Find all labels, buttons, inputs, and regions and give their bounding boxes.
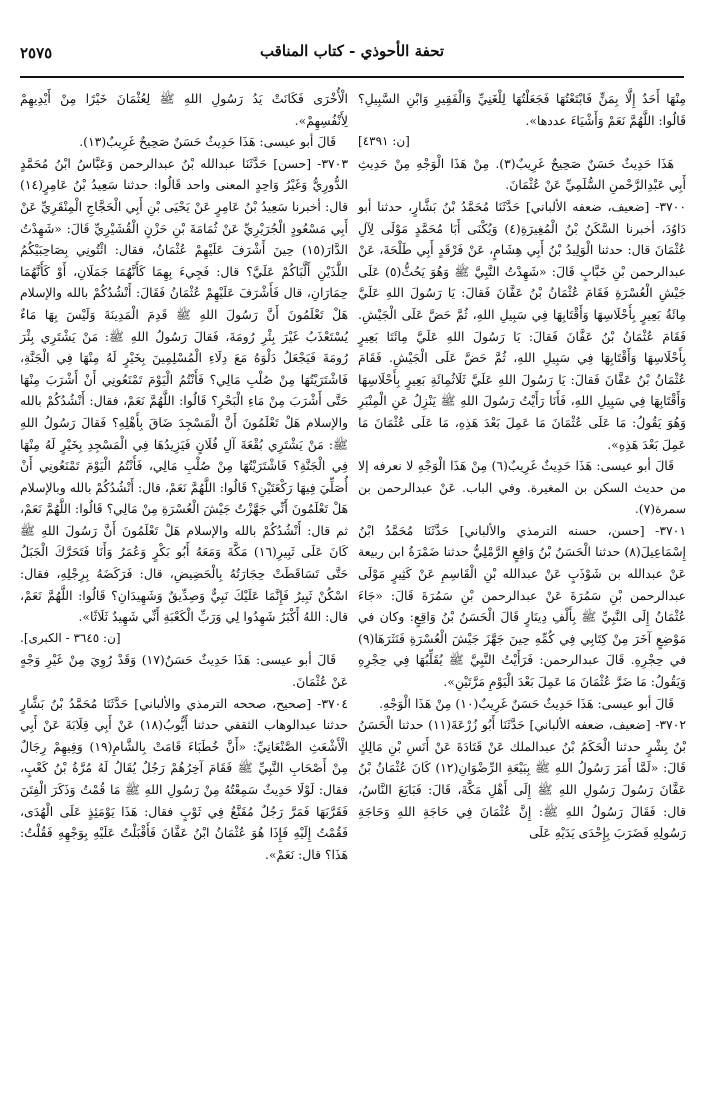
commentary-paragraph: قَالَ أبو عيسى: هَذَا حَدِيثٌ حَسَنٌ غَرِيبٌ(١٠) مِنْ هَذَا الْوَجْهِ. (379, 695, 674, 711)
hadith-paragraph-3704: ٣٧٠٤- [صحيح، صححه الترمذي والألباني] حَدَّثَنَا مُحَمَّدُ بْنُ بَشَّارٍ حدثنا عبدالوهاب الثقفي حدثنا أَيُّوبُ(١٨) عَنْ أَبِي قِلَابَةَ عَنْ أَبِي الْأَشْعَثِ الصَّنْعَانِيِّ: «أَنَّ خُطَبَاءَ قَامَتْ بِالشَّامِ(١٩) وَفِيهِمْ رِجَالٌ مِنْ أَصْحَابِ النَّبِيِّ ﷺ فَقَامَ آخِرُهُمْ رَجُلٌ يُقَالُ لَهُ مُرَّةُ بْنُ كَعْبٍ، فقال: لَوْلَا حَدِيثٌ سَمِعْتُهُ مِنْ رَسُولِ اللهِ ﷺ مَا قُمْتُ وَذَكَرَ الْفِتَنَ فَقَرَّبَهَا فَمَرَّ رَجُلٌ مُقَنَّعٌ فِي ثَوْبٍ فقال: هَذَا يَوْمَئِذٍ عَلَى الْهُدَى، فَقُمْتُ إِلَيْهِ فَإِذَا هُوَ عُثْمَانُ ابْنُ عَفَّانَ فَأَقْبَلْتُ عَلَيْهِ بِوَجْهِهِ فَقُلْتُ: هَذَا؟ قال: نَعَمْ». (20, 695, 348, 862)
reference-note: [ن: ٣٦٤٥ - الكبرى]. (20, 630, 121, 645)
header-rule (20, 76, 684, 78)
commentary-paragraph: هَذَا حَدِيثٌ حَسَنٌ صَحِيحٌ غَرِيبٌ(٣). مِنْ هَذَا الْوَجْهِ مِنْ حَدِيثِ أَبِي عَبْدِالرَّحْمنِ السُّلَمِيِّ عَنْ عُثْمَانَ. (358, 155, 686, 193)
hadith-paragraph-3700: ٣٧٠٠- [ضعيف، ضعفه الألباني] حَدَّثَنَا مُحَمَّدُ بْنُ بَشَّارٍ، حدثنا أبو دَاوُدَ، أخبرنا السَّكَنُ بْنُ الْمُغِيرَةِ(٤) وَيُكْنَى أَبَا مُحَمَّدٍ مَوْلَى لِآلِ عُثْمَانَ قال: حدثنا الْوَلِيدُ بْنُ أَبِي هِشَامٍ، عَنْ فَرْقَدٍ أَبِي طَلْحَةَ، عَنْ عبدالرحمن بْنِ خَبَّابٍ قَالَ: «شَهِدْتُ النَّبِيَّ ﷺ وَهُوَ يَحُثُّ(٥) عَلَى جَيْشِ الْعُسْرَةِ فَقَامَ عُثْمَانُ بْنُ عَفَّانَ فَقالَ: يَا رَسُولَ اللهِ عَلَيَّ مِائَةُ بَعِيرٍ بِأَحْلَاسِهَا وَأَقْتَابِهَا فِي سَبِيلِ اللهِ، ثُمَّ حَضَّ عَلَى الْجَيْشِ. فَقَامَ عُثْمَانُ بْنُ عَفَّانَ فَقالَ: يَا رَسُولَ اللهِ عَلَيَّ مِائَتَا بَعِيرٍ بِأَحْلَاسِهَا وَأَقْتَابِهَا فِي سَبِيلِ اللهِ، ثُمَّ حَضَّ عَلَى الْجَيْشِ. فَقَامَ عُثْمَانُ بْنُ عَفَّانَ فَقالَ: يَا رَسُولَ اللهِ عَلَيَّ ثَلَاثُمِائَةِ بَعِيرٍ بِأَحْلَاسِهَا وَأَقْتَابِهَا فِي سَبِيلِ اللهِ، فَأَنَا رَأَيْتُ رَسُولَ اللهِ ﷺ يَنْزِلُ عَنِ الْمِنْبَرِ وَهُوَ يَقُولُ: مَا عَلَى عُثْمَانَ مَا عَمِلَ بَعْدَ هَذِهِ، مَا عَلَى عُثْمَانَ مَا عَمِلَ بَعْدَ هَذِهِ». (358, 198, 686, 452)
hadith-paragraph-3703: ٣٧٠٣- [حسن] حَدَّثَنَا عبدالله بْنُ عبدالرحمن وَعَبَّاسُ ابْنُ مُحَمَّدٍ الدُّورِيُّ وَغَيْرُ وَاحِدٍ المعنى واحد قَالُوا: حدثنا سَعِيدُ بْنُ عَامِرٍ(١٤) قال: أخبرنا سَعِيدُ بْنُ عَامِرٍ عَنْ يَحْيَى بْنِ أَبِي الْحَجَّاجِ الْمِنْقَرِيِّ عَنْ أَبِي مَسْعُودٍ الْجُرَيْرِيِّ عَنْ ثُمَامَةَ بْنِ حَزْنٍ الْقُشَيْرِيِّ قَالَ: «شَهِدْتُ الدَّارَ(١٥) حِينَ أَشْرَفَ عَلَيْهِمْ عُثْمَانُ، فقال: ائْتُونِي بِصَاحِبَيْكُمُ اللَّذَيْنِ أَلَّبَاكُمْ عَلَيَّ؟ قال: فَجِيءَ بِهِمَا كَأَنَّهُمَا جَمَلَانِ، أَوْ كَأَنَّهُمَا حِمَارَانِ، قال فَأَشْرَفَ عَلَيْهِمْ عُثْمَانُ فَقَالَ: أَنْشُدُكُمْ بالله والإسلام هَلْ تَعْلَمُونَ أَنَّ رَسُولَ اللهِ ﷺ قَدِمَ الْمَدِينَةَ وَلَيْسَ بِهَا مَاءٌ يُسْتَعْذَبُ غَيْرَ بِئْرِ رُومَةَ، فَقالَ رَسُولُ اللهِ ﷺ: مَنْ يَشْتَرِي بِئْرَ رُومَةَ فَيَجْعَلُ دَلْوَهُ مَعَ دِلَاءِ الْمُسْلِمِينَ بِخَيْرٍ لَهُ مِنْهَا فِي الْجَنَّةِ، فَاشْتَرَيْتُهَا مِنْ صُلْبِ مَالِي؟ فَأَنْتُمُ الْيَوْمَ تَمْنَعُونِي أَنْ أَشْرَبَ مِنْهَا حَتَّى أَشْرَبَ مِنْ مَاءِ الْبَحْرِ؟ قَالُوا: اللَّهُمَّ نَعَمْ، فقال: أَنْشُدُكُمْ بالله والإسلام هَلْ تَعْلَمُونَ أَنَّ الْمَسْجِدَ ضَاقَ بِأَهْلِهِ؟ فَقالَ رَسُولُ اللهِ ﷺ: مَنْ يَشْتَرِي بُقْعَةَ آلِ فُلَانٍ فَيَزِيدُهَا فِي الْمَسْجِدِ بِخَيْرٍ لَهُ مِنْهَا فِي الْجَنَّةِ؟ فَاشْتَرَيْتُهَا مِنْ صُلْبِ مَالِي، فَأَنْتُمُ الْيَوْمَ تَمْنَعُونِي أَنْ أُصَلِّيَ فِيهَا رَكْعَتَيْنِ؟ قَالُوا: اللَّهُمَّ نَعَمْ، قال: أَنْشُدُكُمْ بالله وبالإسلام هَلْ تَعْلَمُونَ أَنِّي جَهَّزْتُ جَيْشَ الْعُسْرَةِ مِنْ مَالِي؟ قَالُوا: اللَّهُمَّ نَعَمْ، ثم قال: أَنْشُدُكُمْ بالله والإسلام هَلْ تَعْلَمُونَ أَنَّ رَسُولَ اللهِ ﷺ كَانَ عَلَى ثَبِيرِ(١٦) مَكَّةَ وَمَعَهُ أَبُو بَكْرٍ وَعُمَرُ وَأَنَا فَتَحَرَّكَ الْجَبَلُ حَتَّى تَسَاقَطَتْ حِجَارَتُهُ بِالْحَضِيضِ، قال: فَرَكَضَهُ بِرِجْلِهِ، فقال: اسْكُنْ ثَبِيرُ فَإِنَّمَا عَلَيْكَ نَبِيٌّ وَصِدِّيقٌ وَشَهِيدَانِ؟ قَالُوا: اللَّهُمَّ نَعَمْ، قال: اللهُ أَكْبَرُ شَهِدُوا لِي وَرَبِّ الْكَعْبَةِ أَنِّي شَهِيدٌ ثَلَاثًا». (20, 155, 348, 625)
hadith-continuation: الْأُخْرَى فَكَانَتْ يَدُ رَسُولِ اللهِ ﷺ لِعُثْمَانَ خَيْرًا مِنْ أَيْدِيهِمْ لِأَنْفُسِهِمْ». (20, 91, 348, 128)
page-number: ٢٥٧٥ (20, 44, 53, 62)
reference-note: [ن: ٤٣٩١] (358, 134, 410, 149)
right-column (358, 88, 686, 844)
commentary-paragraph: قَالَ أبو عيسى: هَذَا حَدِيثٌ حَسَنٌ(١٧) وَقَدْ رُوِيَ مِنْ غَيْرِ وَجْهٍ عَنْ عُثْمَانَ. (20, 652, 348, 690)
commentary-paragraph: قَالَ أبو عيسى: هَذَا حَدِيثٌ غَرِيبٌ(٦) مِنْ هَذَا الْوَجْهِ لا نعرفه إلا من حديث السكن بن المغيرة. وفي الباب. عَنْ عبدالرحمن بن سمرة(٧). (358, 458, 686, 517)
hadith-paragraph-3701: ٣٧٠١- [حسن، حسنه الترمذي والألباني] حَدَّثَنَا مُحَمَّدُ ابْنُ إِسْمَاعِيلَ(٨) حدثنا الْحَسَنُ بْنُ وَاقِعٍ الرَّمْلِيُّ حدثنا ضَمْرَةُ ابن ربيعة عَنْ عبدالله بن شَوْذَبٍ عَنْ عبدالله بْنِ الْقَاسِمِ عَنْ كَثِيرٍ مَوْلَى عبدالرحمن بْنِ سَمُرَةَ عَنْ عبدالرحمن بْنِ سَمُرَةَ قَالَ: «جَاءَ عُثْمَانُ إِلَى النَّبِيِّ ﷺ بِأَلْفِ دِينَارٍ قَالَ الْحَسَنُ بْنُ وَاقِعٍ: وكان في مَوْضِعٍ آخَرَ مِنْ كِتَابِي فِي كُمِّهِ حِينَ جَهَّزَ جَيْشَ الْعُسْرَةِ فَنَثَرَهَا(٩) في حِجْرِهِ. قَالَ عبدالرحمن: فَرَأَيْتُ النَّبِيَّ ﷺ يُقَلِّبُهَا فِي حِجْرِهِ وَيَقُولُ: مَا ضَرَّ عُثْمَانَ مَا عَمِلَ بَعْدَ الْيَوْمِ مَرَّتَيْنِ». (358, 522, 686, 690)
hadith-continuation: مِنْهَا أَحَدٌ إِلَّا بِمَنٍّ فَابْتَعْتُهَا فَجَعَلْتُهَا لِلْغَنِيِّ وَالْفَقِيرِ وَابْنِ السَّبِيلِ؟ قَالُوا: اللَّهُمَّ نَعَمْ وَأَشْيَاءَ عددها». (358, 91, 686, 128)
left-column (20, 88, 348, 865)
page-header (20, 40, 684, 66)
page-title: تحفة الأحوذي - كتاب المناقب (259, 42, 445, 60)
hadith-paragraph-3702: ٣٧٠٢- [ضعيف، ضعفه الألباني] حَدَّثَنَا أَبُو زُرْعَةَ(١١) حدثنا الْحَسَنُ بْنُ بِشْرٍ حدثنا الْحَكَمُ بْنُ عبدالملك عَنْ قَتَادَةَ عَنْ أَنَسِ بْنِ مَالِكٍ قَالَ: «لَمَّا أَمَرَ رَسُولُ اللهِ ﷺ بِبَيْعَةِ الرِّضْوَانِ(١٢) كَانَ عُثْمَانُ بْنُ عَفَّانَ رَسُولَ رَسُولِ اللهِ ﷺ إِلَى أَهْلِ مَكَّةَ، قَالَ: فَبَايَعَ النَّاسُ، قال: فَقَالَ رَسُولُ اللهِ ﷺ: إِنَّ عُثْمَانَ فِي حَاجَةِ اللهِ وَحَاجَةِ رَسُولِهِ فَضَرَبَ بِإِحْدَى يَدَيْهِ عَلَى (358, 717, 687, 841)
commentary-paragraph: قَالَ أبو عيسى: هَذَا حَدِيثٌ حَسَنٌ صَحِيحٌ غَرِيبٌ(١٣). (79, 134, 336, 150)
